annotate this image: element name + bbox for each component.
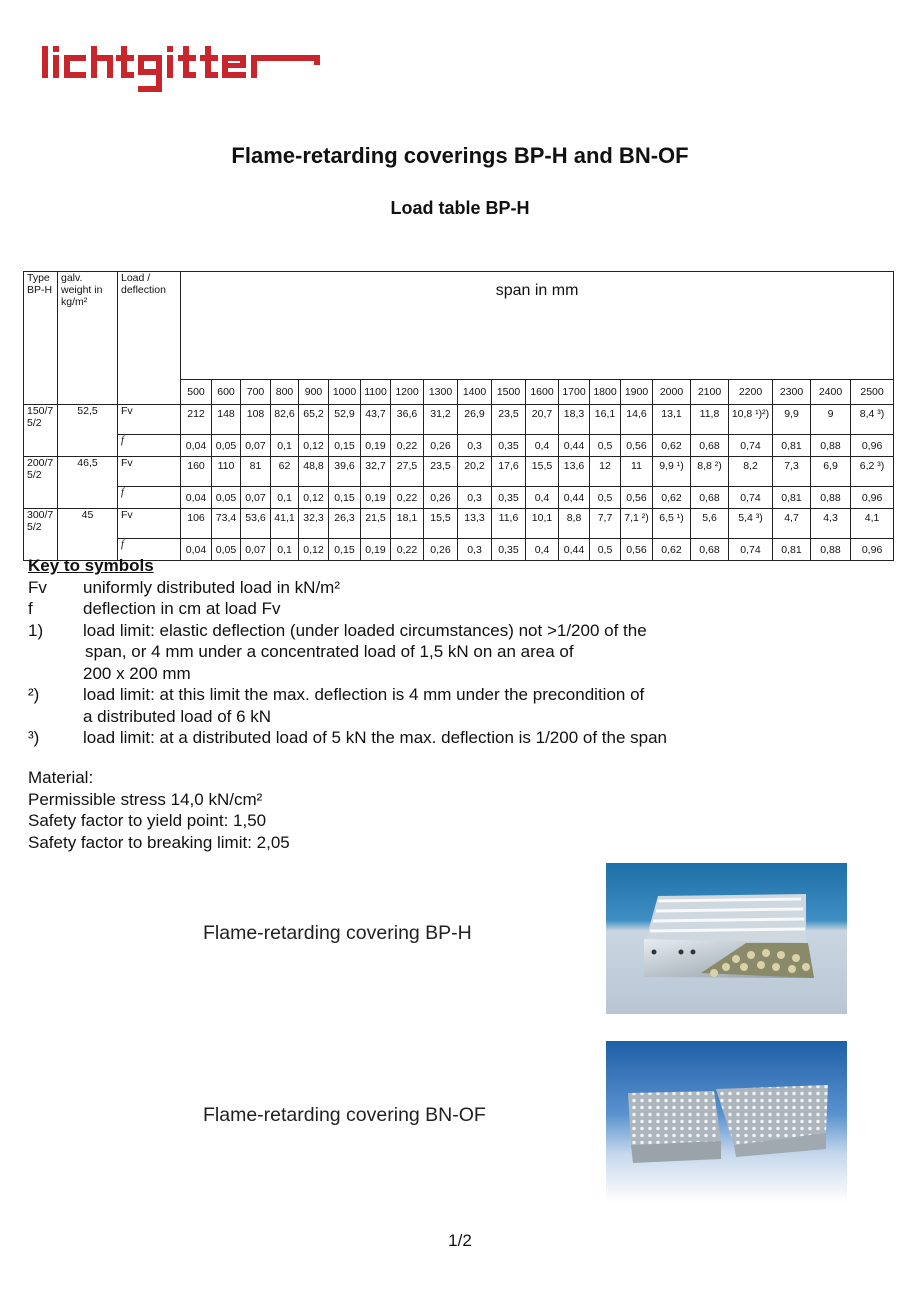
header-span: span in mm — [181, 272, 894, 380]
fv-value: 5,6 — [691, 509, 729, 539]
f-value: 0,96 — [851, 487, 894, 509]
span-600: 600 — [212, 380, 241, 405]
f-value: 0,74 — [729, 539, 773, 561]
fv-value: 27,5 — [391, 457, 424, 487]
material-yield-safety: Safety factor to yield point: 1,50 — [28, 811, 267, 830]
type-cell: 200/7 5/2 — [24, 457, 58, 509]
fv-value: 4,3 — [811, 509, 851, 539]
fv-value: 12 — [590, 457, 621, 487]
fv-value: 17,6 — [492, 457, 526, 487]
f-value: 0,44 — [559, 487, 590, 509]
fv-value: 39,6 — [329, 457, 361, 487]
fv-value: 9,9 ¹) — [653, 457, 691, 487]
span-1600: 1600 — [526, 380, 559, 405]
caption-bn-of: Flame-retarding covering BN-OF — [203, 1104, 486, 1126]
fv-value: 11,6 — [492, 509, 526, 539]
f-value: 0,1 — [271, 435, 299, 457]
f-label: f — [118, 487, 181, 509]
photo-bp-h — [606, 863, 847, 1014]
fv-value: 15,5 — [424, 509, 458, 539]
span-1400: 1400 — [458, 380, 492, 405]
span-2300: 2300 — [773, 380, 811, 405]
page-number: 1/2 — [448, 1231, 472, 1250]
span-700: 700 — [241, 380, 271, 405]
f-value: 0,04 — [181, 539, 212, 561]
f-value: 0,68 — [691, 435, 729, 457]
weight-cell: 46,5 — [58, 457, 118, 509]
document-title: Flame-retarding coverings BP-H and BN-OF — [231, 143, 689, 168]
fv-value: 82,6 — [271, 405, 299, 435]
f-value: 0,44 — [559, 539, 590, 561]
fv-value: 62 — [271, 457, 299, 487]
header-load-deflection: Load / deflection — [118, 272, 181, 405]
f-value: 0,15 — [329, 539, 361, 561]
f-value: 0,3 — [458, 539, 492, 561]
fv-value: 20,2 — [458, 457, 492, 487]
fv-value: 73,4 — [212, 509, 241, 539]
f-value: 0,62 — [653, 539, 691, 561]
f-value: 0,12 — [299, 539, 329, 561]
span-500: 500 — [181, 380, 212, 405]
fv-value: 4,1 — [851, 509, 894, 539]
fv-label: Fv — [118, 405, 181, 435]
f-value: 0,88 — [811, 435, 851, 457]
f-value: 0,88 — [811, 539, 851, 561]
fv-value: 48,8 — [299, 457, 329, 487]
fv-label: Fv — [118, 457, 181, 487]
f-value: 0,56 — [621, 539, 653, 561]
span-2000: 2000 — [653, 380, 691, 405]
material-title: Material: — [28, 768, 94, 787]
f-value: 0,05 — [212, 487, 241, 509]
fv-value: 65,2 — [299, 405, 329, 435]
fv-value: 108 — [241, 405, 271, 435]
fv-value: 32,3 — [299, 509, 329, 539]
material-section — [28, 767, 290, 853]
span-1200: 1200 — [391, 380, 424, 405]
fv-value: 8,8 — [559, 509, 590, 539]
fv-label: Fv — [118, 509, 181, 539]
type-cell: 150/7 5/2 — [24, 405, 58, 457]
f-value: 0,56 — [621, 487, 653, 509]
f-value: 0,96 — [851, 539, 894, 561]
f-value: 0,26 — [424, 487, 458, 509]
fv-value: 110 — [212, 457, 241, 487]
type-cell: 300/7 5/2 — [24, 509, 58, 561]
fv-value: 11 — [621, 457, 653, 487]
key-item-note-2: ²) load limit: at this limit the max. deflection is 4 mm under the precondition of — [28, 685, 645, 704]
fv-value: 106 — [181, 509, 212, 539]
logo-wordmark-icon — [42, 44, 320, 94]
span-1100: 1100 — [361, 380, 391, 405]
table-row-150-fv — [24, 405, 894, 435]
span-900: 900 — [299, 380, 329, 405]
grating-covering-image-icon — [606, 863, 847, 1014]
fv-value: 23,5 — [492, 405, 526, 435]
f-value: 0,4 — [526, 435, 559, 457]
f-value: 0,81 — [773, 435, 811, 457]
fv-value: 18,1 — [391, 509, 424, 539]
f-value: 0,96 — [851, 435, 894, 457]
fv-value: 6,2 ³) — [851, 457, 894, 487]
f-value: 0,26 — [424, 539, 458, 561]
f-value: 0,35 — [492, 539, 526, 561]
fv-value: 41,1 — [271, 509, 299, 539]
fv-value: 7,1 ²) — [621, 509, 653, 539]
span-2400: 2400 — [811, 380, 851, 405]
f-value: 0,19 — [361, 539, 391, 561]
fv-value: 21,5 — [361, 509, 391, 539]
material-breaking-safety: Safety factor to breaking limit: 2,05 — [28, 832, 290, 852]
span-2500: 2500 — [851, 380, 894, 405]
f-value: 0,19 — [361, 487, 391, 509]
f-value: 0,74 — [729, 487, 773, 509]
fv-value: 10,8 ¹)²) — [729, 405, 773, 435]
fv-value: 8,8 ²) — [691, 457, 729, 487]
f-value: 0,81 — [773, 487, 811, 509]
f-value: 0,04 — [181, 435, 212, 457]
key-item-note-1-cont2: 200 x 200 mm — [83, 663, 191, 683]
f-value: 0,5 — [590, 435, 621, 457]
weight-cell: 52,5 — [58, 405, 118, 457]
fv-value: 13,1 — [653, 405, 691, 435]
fv-value: 8,2 — [729, 457, 773, 487]
fv-value: 23,5 — [424, 457, 458, 487]
header-weight: galv. weight in kg/m² — [58, 272, 118, 405]
f-value: 0,12 — [299, 435, 329, 457]
f-value: 0,74 — [729, 435, 773, 457]
span-1700: 1700 — [559, 380, 590, 405]
table-row-200-f — [24, 487, 894, 509]
f-value: 0,1 — [271, 539, 299, 561]
f-value: 0,81 — [773, 539, 811, 561]
perforated-plates-image-icon — [606, 1041, 847, 1203]
key-item-note-1-cont: span, or 4 mm under a concentrated load of 1,5 kN on an area of — [85, 642, 574, 661]
f-value: 0,5 — [590, 539, 621, 561]
table-row-150-f — [24, 435, 894, 457]
fv-value: 212 — [181, 405, 212, 435]
f-value: 0,22 — [391, 539, 424, 561]
key-item-note-3: ³) load limit: at a distributed load of 5 kN the max. deflection is 1/200 of the span — [28, 728, 668, 747]
fv-value: 20,7 — [526, 405, 559, 435]
f-value: 0,22 — [391, 487, 424, 509]
fv-value: 26,3 — [329, 509, 361, 539]
f-value: 0,35 — [492, 487, 526, 509]
fv-value: 8,4 ³) — [851, 405, 894, 435]
span-2100: 2100 — [691, 380, 729, 405]
f-value: 0,15 — [329, 487, 361, 509]
table-row-300-fv — [24, 509, 894, 539]
f-value: 0,5 — [590, 487, 621, 509]
fv-value: 9 — [811, 405, 851, 435]
load-table — [23, 271, 894, 561]
f-value: 0,44 — [559, 435, 590, 457]
fv-value: 53,6 — [241, 509, 271, 539]
fv-value: 6,5 ¹) — [653, 509, 691, 539]
fv-value: 6,9 — [811, 457, 851, 487]
fv-value: 26,9 — [458, 405, 492, 435]
f-value: 0,04 — [181, 487, 212, 509]
span-1000: 1000 — [329, 380, 361, 405]
f-value: 0,68 — [691, 539, 729, 561]
caption-bp-h: Flame-retarding covering BP-H — [203, 922, 472, 944]
lichtgitter-logo — [42, 44, 320, 94]
span-1500: 1500 — [492, 380, 526, 405]
fv-value: 9,9 — [773, 405, 811, 435]
key-item-note-1: 1) load limit: elastic deflection (under loaded circumstances) not >1/200 of the — [28, 620, 647, 640]
f-value: 0,62 — [653, 487, 691, 509]
fv-value: 4,7 — [773, 509, 811, 539]
key-item-fv: Fv uniformly distributed load in kN/m² — [28, 577, 340, 597]
fv-value: 32,7 — [361, 457, 391, 487]
f-value: 0,19 — [361, 435, 391, 457]
span-1800: 1800 — [590, 380, 621, 405]
f-label: f — [118, 435, 181, 457]
key-item-note-2-cont: a distributed load of 6 kN — [83, 706, 272, 726]
fv-value: 15,5 — [526, 457, 559, 487]
f-value: 0,05 — [212, 539, 241, 561]
fv-value: 52,9 — [329, 405, 361, 435]
f-value: 0,3 — [458, 487, 492, 509]
fv-value: 36,6 — [391, 405, 424, 435]
fv-value: 160 — [181, 457, 212, 487]
f-value: 0,56 — [621, 435, 653, 457]
fv-value: 43,7 — [361, 405, 391, 435]
span-800: 800 — [271, 380, 299, 405]
f-value: 0,4 — [526, 539, 559, 561]
span-2200: 2200 — [729, 380, 773, 405]
fv-value: 81 — [241, 457, 271, 487]
fv-value: 5,4 ³) — [729, 509, 773, 539]
f-value: 0,62 — [653, 435, 691, 457]
f-value: 0,22 — [391, 435, 424, 457]
key-to-symbols — [28, 555, 733, 749]
fv-value: 16,1 — [590, 405, 621, 435]
fv-value: 13,3 — [458, 509, 492, 539]
table-row-200-fv — [24, 457, 894, 487]
span-1300: 1300 — [424, 380, 458, 405]
f-value: 0,12 — [299, 487, 329, 509]
f-value: 0,1 — [271, 487, 299, 509]
fv-value: 7,3 — [773, 457, 811, 487]
f-value: 0,35 — [492, 435, 526, 457]
f-value: 0,68 — [691, 487, 729, 509]
fv-value: 10,1 — [526, 509, 559, 539]
f-value: 0,07 — [241, 435, 271, 457]
fv-value: 13,6 — [559, 457, 590, 487]
header-type: Type BP-H — [24, 272, 58, 405]
f-label: f — [118, 539, 181, 561]
material-permissible-stress: Permissible stress 14,0 kN/cm² — [28, 789, 263, 809]
f-value: 0,4 — [526, 487, 559, 509]
fv-value: 14,6 — [621, 405, 653, 435]
fv-value: 148 — [212, 405, 241, 435]
load-table-title: Load table BP-H — [390, 198, 530, 218]
key-title: Key to symbols — [28, 556, 154, 575]
key-item-f: f deflection in cm at load Fv — [28, 599, 281, 618]
f-value: 0,07 — [241, 539, 271, 561]
span-1900: 1900 — [621, 380, 653, 405]
f-value: 0,3 — [458, 435, 492, 457]
f-value: 0,88 — [811, 487, 851, 509]
fv-value: 31,2 — [424, 405, 458, 435]
weight-cell: 45 — [58, 509, 118, 561]
photo-bn-of — [606, 1041, 847, 1203]
fv-value: 7,7 — [590, 509, 621, 539]
fv-value: 11,8 — [691, 405, 729, 435]
f-value: 0,07 — [241, 487, 271, 509]
fv-value: 18,3 — [559, 405, 590, 435]
f-value: 0,05 — [212, 435, 241, 457]
f-value: 0,15 — [329, 435, 361, 457]
f-value: 0,26 — [424, 435, 458, 457]
